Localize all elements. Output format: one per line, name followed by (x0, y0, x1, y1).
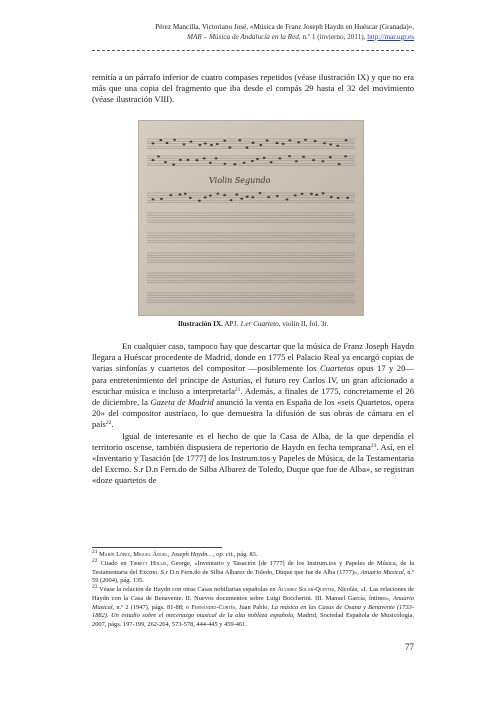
note-head (235, 194, 238, 196)
paragraph-1: En cualquier caso, tampoco hay que descartar que la música de Franz Joseph Haydn llegara a Huéscar procedente de Madrid, donde en 1775 el Palacio Real ya encargó copias de varias sinfonías y cuartetos del compositor —posiblemente los Cuartetos opus 17 y 20— para entretenimiento del príncipe de Asturias, el futuro rey Carlos IV, un gran aficionado a escuchar música e incluso a interpretarla$^{21}$. Además, a finales de 1775, concretamente el 26 de diciembre, la Gazeta de Madrid anunció la venta en España de los «seis Quartetos, opera 20» del compositor austríaco, lo que demuestra la difusión de sus obras de cámara en el país$^{22}$. (92, 341, 414, 430)
note-head (210, 144, 213, 146)
note-head (252, 142, 255, 144)
note-head (216, 143, 219, 145)
note-head (329, 156, 332, 158)
note-head (164, 161, 167, 163)
note-head (336, 145, 339, 147)
note-head (196, 159, 199, 161)
note-head (288, 155, 291, 157)
header-citation-line2 (92, 32, 414, 42)
score-illustration (138, 120, 364, 316)
note-head (238, 139, 241, 141)
note-head (204, 196, 207, 198)
note-head (190, 141, 193, 143)
note-head (223, 194, 226, 196)
note-head (276, 195, 279, 197)
note-head (329, 143, 332, 145)
header-rule (92, 50, 414, 51)
note-head (338, 163, 341, 165)
note-head (189, 197, 192, 199)
note-head (270, 161, 273, 163)
note-head (259, 192, 262, 194)
footnote-23: $^{23}$ Véase la relación de Haydn con otras Casas nobiliarias españolas en Álvarez Solar-Quintes, Nicolás, «I. Las relaciones de Haydn con la Casa de Benavente. II. Nuevos documentos sobre Luigi Boccherini. III. Manuel García, íntimo», Anuario Musical, n.º 2 (1947), págs. 81-88; o Fernández-Cortés, Juan Pablo, La música en las Casas de Osuna y Benavente (1733-1882). Un estudio sobre el mecenazgo musical de la alta nobleza española, Madrid, Sociedad Española de Musicología, 2007, págs. 197-199, 262-264, 573-578, 444-445 y 459-461. (92, 584, 414, 628)
note-head (286, 199, 289, 201)
note-head (315, 194, 318, 196)
header-issue: , n.º 1 (invierno, 2011), (298, 33, 366, 41)
paragraph-2: Igual de interesante es el hecho de que la Casa de Alba, de la que dependía el territorio oscense, también dispusiera de repertorio de Haydn en fecha temprana$^{23}$. Así, en el «Inventario y Tasación [de 1777] de los Instrum.tos y Papeles de Música, de la Testamentaria del Excmo. S.r D.n Fern.do de Silba Albarez de Toledo, Duque que fue de Alba», se registran «doze quartetos de (92, 430, 414, 486)
note-head (209, 195, 212, 197)
header-publication: MAR – Música de Andalucía en la Red (186, 33, 299, 41)
note-head (172, 164, 175, 166)
note-head (179, 194, 182, 196)
footnote-22: $^{22}$ Citado en Tibbett Hollis, George, «Inventario y Tasación [de 1777] de los Instrum.tos y Papeles de Música, de la Testamentaria del Excmo. S.r D.n Fern.do de Silba Albarez de Toledo, Duque que fue de Alba (1777)», Anuario Musical, n.º 59 (2004), pág. 135. (92, 558, 414, 585)
note-head (217, 193, 220, 195)
note-head (344, 155, 347, 157)
body-intro (92, 72, 414, 106)
note-head (179, 159, 182, 161)
note-head (294, 194, 297, 196)
note-head (330, 196, 333, 198)
note-head (215, 157, 218, 159)
note-head (323, 142, 326, 144)
note-head (184, 193, 187, 195)
note-head (160, 198, 163, 200)
note-head (310, 193, 313, 195)
note-head (282, 143, 285, 145)
note-head (346, 197, 349, 199)
page-number: 77 (405, 642, 414, 652)
note-head (301, 193, 304, 195)
note-head (259, 144, 262, 146)
note-head (312, 159, 315, 161)
note-head (233, 163, 236, 165)
note-head (152, 142, 155, 144)
note-head (322, 160, 325, 162)
footnote-ref-23[interactable]: 23 (370, 442, 377, 449)
header-link[interactable]: http://mar.ugr.es (367, 33, 414, 41)
note-head (256, 158, 259, 160)
note-head (304, 139, 307, 141)
footnote-rule (92, 547, 222, 548)
note-head (322, 192, 325, 194)
note-head (263, 157, 266, 159)
footnote-21: $^{21}$ Marín López, Miguel Ángel, Joseph Haydn…, op. cit., pág. 83. (92, 549, 258, 558)
note-head (276, 142, 279, 144)
note-head (224, 163, 227, 165)
note-head (187, 159, 190, 161)
note-head (223, 140, 226, 142)
note-head (314, 140, 317, 142)
note-head (209, 162, 212, 164)
note-head (159, 139, 162, 141)
note-head (297, 141, 300, 143)
note-head (246, 196, 249, 198)
caption-source: APJ. (222, 320, 240, 328)
footnotes (92, 551, 414, 630)
caption-title: 1.er Cuarteto (239, 320, 279, 328)
figure-caption (92, 320, 414, 328)
running-header (92, 22, 414, 42)
note-head (157, 155, 160, 157)
note-head (295, 160, 298, 162)
note-head (251, 160, 254, 162)
body-main (92, 341, 414, 487)
note-head (246, 147, 249, 149)
note-head (169, 194, 172, 196)
note-head (266, 140, 269, 142)
footnote-ref-21[interactable]: 21 (234, 386, 241, 393)
note-head (199, 144, 202, 146)
note-head (198, 200, 201, 202)
caption-label: Ilustración IX. (177, 320, 223, 328)
caption-rest: , violín II, fol. 3r. (278, 320, 329, 328)
note-head (240, 198, 243, 200)
note-head (152, 159, 155, 161)
note-head (278, 157, 281, 159)
note-head (230, 199, 233, 201)
note-head (203, 157, 206, 159)
note-head (229, 147, 232, 149)
note-head (302, 156, 305, 158)
note-head (183, 143, 186, 145)
note-head (345, 139, 348, 141)
note-head (166, 142, 169, 144)
paragraph-0: remitía a un párrafo inferior de cuatro compases repetidos (véase ilustración IX) y que no era más que una copia del fragmento que iba desde el compás 29 hasta el 32 del movimiento (véase ilustración VIII). (92, 72, 414, 105)
header-citation-line1: Pérez Mancilla, Victoriano José, «Música de Franz Joseph Haydn en Huéscar (Granada)», (155, 23, 414, 31)
note-head (204, 143, 207, 145)
note-head (243, 162, 246, 164)
score-annotation: Violin Segundo (209, 176, 271, 185)
note-head (251, 196, 254, 198)
note-head (289, 139, 292, 141)
note-head (152, 198, 155, 200)
footnote-ref-22[interactable]: 22 (105, 420, 112, 427)
note-head (267, 196, 270, 198)
note-head (337, 197, 340, 199)
note-head (173, 139, 176, 141)
score-image (139, 121, 363, 315)
